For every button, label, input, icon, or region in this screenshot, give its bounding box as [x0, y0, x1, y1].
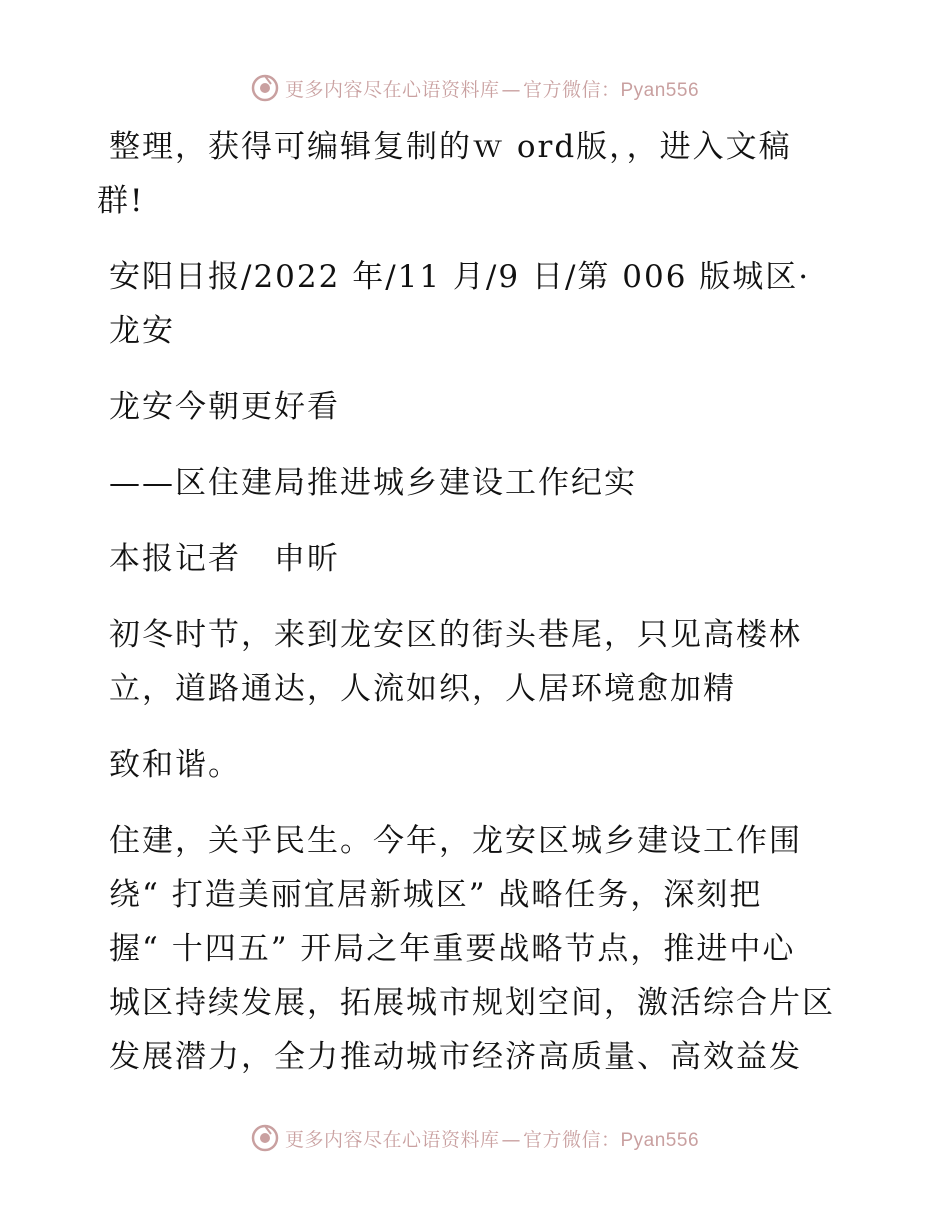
logo-seal-icon [251, 1124, 279, 1152]
paragraph-line: 发展潜力，全力推动城市经济高质量、高效益发 [109, 1039, 802, 1075]
watermark-main: 更多内容尽在心语资料库 [284, 78, 500, 101]
watermark-separator: — [501, 78, 521, 101]
paragraph-body-2 [97, 738, 857, 792]
watermark-text [285, 75, 699, 102]
paragraph-line: ——区住建局推进城乡建设工作纪实 [109, 465, 637, 501]
paragraph-line: 初冬时节，来到龙安区的街头巷尾，只见高楼林 [109, 617, 802, 653]
document-body [97, 120, 857, 1106]
paragraph-line: 绕“ 打造美丽宜居新城区” 战略任务，深刻把 [109, 877, 763, 913]
watermark-suffix: 官方微信： [522, 1128, 621, 1151]
paragraph-body-1 [97, 608, 857, 716]
watermark-footer [0, 1124, 950, 1152]
watermark-id: Pyan556 [620, 1129, 700, 1151]
watermark-suffix: 官方微信： [522, 78, 621, 101]
paragraph-line: 安阳日报/2022 年/11 月/9 日/第 006 版城区· [109, 259, 811, 295]
logo-seal-icon [251, 74, 279, 102]
paragraph-line: 城区持续发展，拓展城市规划空间，激活综合片区 [109, 985, 835, 1021]
watermark-id: Pyan556 [620, 79, 700, 101]
paragraph-line: 龙安 [109, 313, 175, 349]
watermark-separator: — [501, 1128, 521, 1151]
article-subtitle [97, 456, 857, 510]
watermark-header [0, 74, 950, 102]
watermark-text [285, 1125, 699, 1152]
paragraph-source [97, 250, 857, 358]
article-byline [97, 532, 857, 586]
paragraph-line: 整理，获得可编辑复制的ｗ ord版，，进入文稿 [109, 129, 792, 165]
paragraph-line: 群! [97, 183, 145, 219]
watermark-main: 更多内容尽在心语资料库 [284, 1128, 500, 1151]
paragraph-line: 本报记者 申昕 [109, 541, 340, 577]
article-title [97, 380, 857, 434]
paragraph-line: 立，道路通达，人流如织，人居环境愈加精 [109, 671, 736, 707]
paragraph-line: 住建，关乎民生。今年，龙安区城乡建设工作围 [109, 823, 802, 859]
paragraph-line: 致和谐。 [109, 747, 241, 783]
paragraph-intro [97, 120, 857, 228]
paragraph-body-3 [97, 814, 857, 1084]
paragraph-line: 握“ 十四五” 开局之年重要战略节点，推进中心 [109, 931, 796, 967]
paragraph-line: 龙安今朝更好看 [109, 389, 340, 425]
